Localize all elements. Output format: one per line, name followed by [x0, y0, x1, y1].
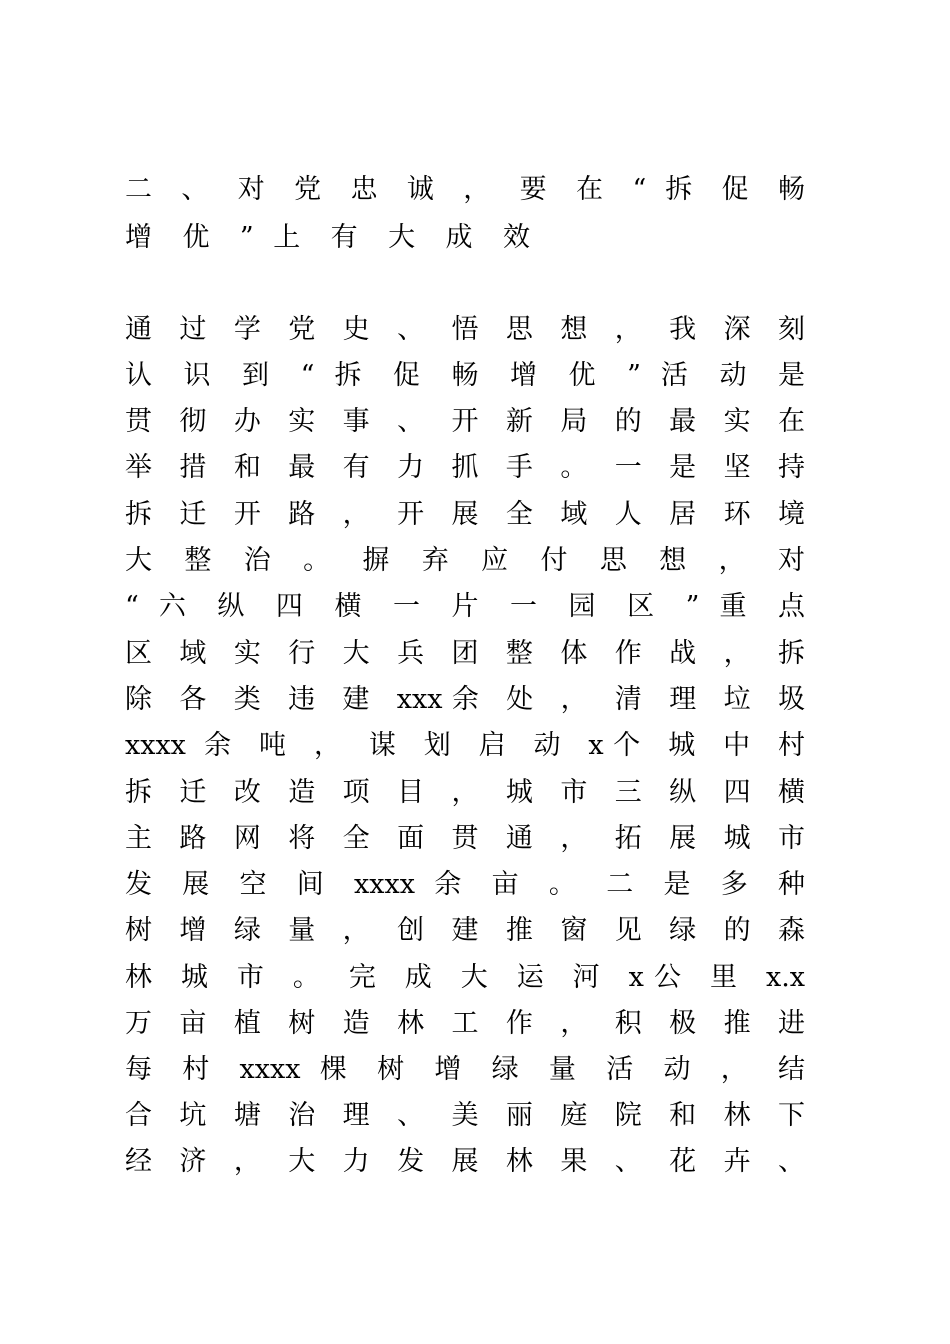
- body-text-line: 区 域 实 行 大 兵 团 整 体 作 战 ， 拆: [125, 638, 805, 669]
- body-text-line: 拆 迁 开 路 ， 开 展 全 域 人 居 环 境: [125, 499, 805, 530]
- body-text-line: 除 各 类 违 建 xxx余 处 ， 清 理 垃 圾: [125, 684, 805, 715]
- body-text-line: 贯 彻 办 实 事 、 开 新 局 的 最 实 在: [125, 406, 805, 437]
- body-text-line: 树 增 绿 量 ， 创 建 推 窗 见 绿 的 森: [125, 915, 805, 946]
- body-text-line: 发 展 空 间 xxxx 余 亩 。 二 是 多 种: [125, 869, 805, 900]
- body-text-line: 拆 迁 改 造 项 目 ， 城 市 三 纵 四 横: [125, 777, 805, 808]
- body-text-line: xxxx 余 吨 ， 谋 划 启 动 x个 城 中 村: [125, 730, 805, 761]
- body-text-line: 举 措 和 最 有 力 抓 手 。 一 是 坚 持: [125, 452, 805, 483]
- section-heading-line-2: 增 优 ” 上 有 大 成 效: [125, 222, 530, 253]
- body-text-line: 大 整 治 。 摒 弃 应 付 思 想 ， 对: [125, 545, 805, 576]
- body-text-line: 认 识 到 “ 拆 促 畅 增 优 ” 活 动 是: [125, 360, 805, 391]
- body-text-line: “ 六 纵 四 横 一 片 一 园 区 ” 重 点: [125, 591, 805, 622]
- body-text-line: 经 济 ， 大 力 发 展 林 果 、 花 卉 、: [125, 1146, 805, 1177]
- body-text-line: 万 亩 植 树 造 林 工 作 ， 积 极 推 进: [125, 1008, 805, 1039]
- body-text-line: 主 路 网 将 全 面 贯 通 ， 拓 展 城 市: [125, 823, 805, 854]
- body-text-line: 通 过 学 党 史 、 悟 思 想 ， 我 深 刻: [125, 314, 805, 345]
- section-heading-line-1: 二 、 对 党 忠 诚 ， 要 在 “ 拆 促 畅: [125, 174, 805, 205]
- body-text-line: 每 村 xxxx 棵 树 增 绿 量 活 动 ， 结: [125, 1054, 805, 1085]
- body-text-line: 林 城 市 。 完 成 大 运 河 x公 里 x.x: [125, 962, 805, 993]
- body-text-line: 合 坑 塘 治 理 、 美 丽 庭 院 和 林 下: [125, 1100, 805, 1131]
